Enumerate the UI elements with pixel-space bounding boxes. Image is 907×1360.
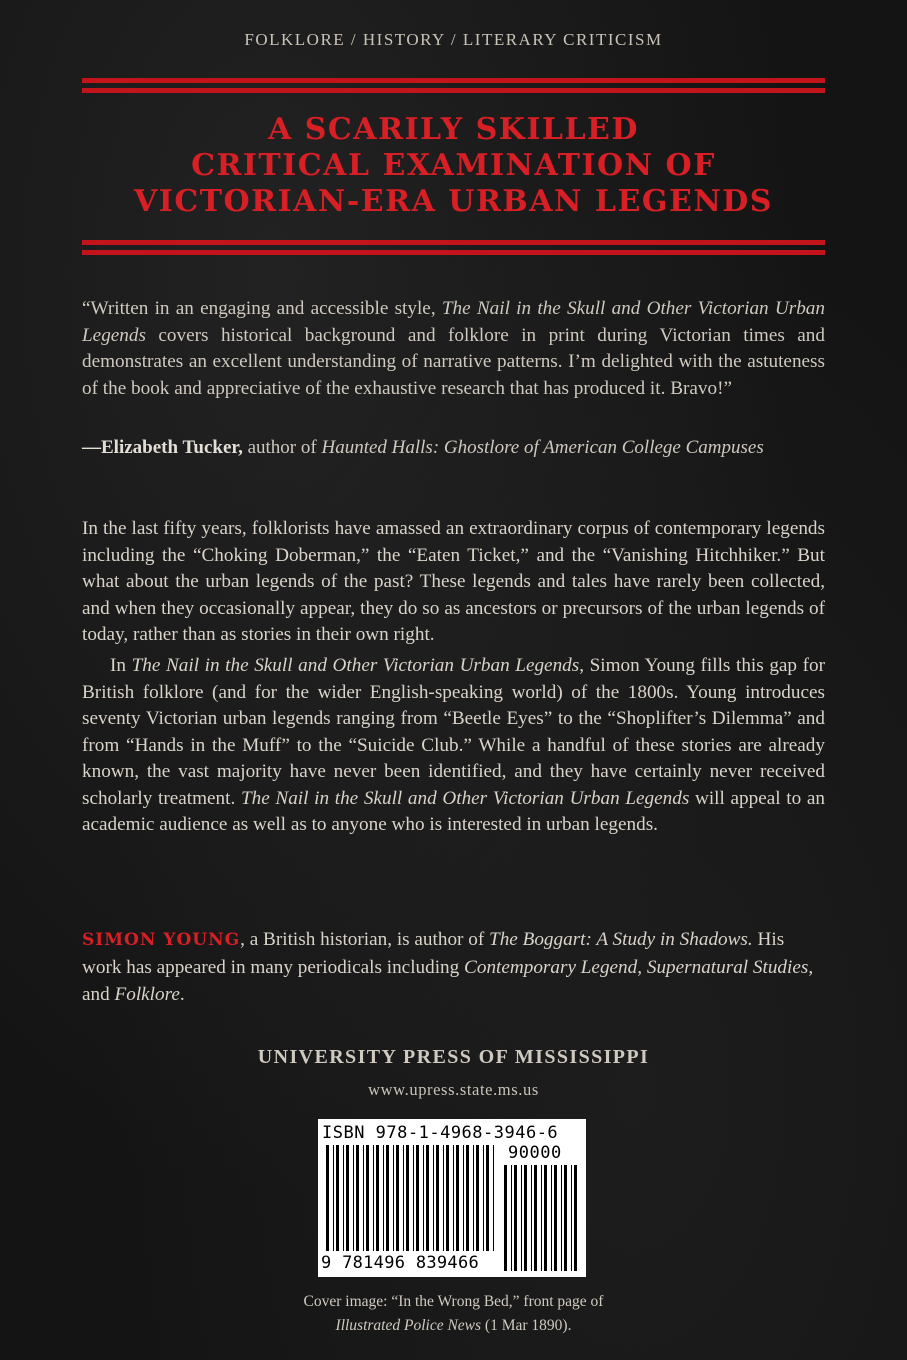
headline [60, 112, 847, 220]
attribution-mid: author of [242, 437, 322, 458]
p2-a: In [110, 655, 132, 676]
description-paragraph-2 [82, 653, 825, 839]
bio-d: , and [82, 957, 814, 1005]
addon-bars-icon [504, 1165, 580, 1271]
bio-c: , [637, 957, 647, 978]
bio-book: The Boggart: A Study in Shadows. [489, 929, 753, 950]
p2-title-2: The Nail in the Skull and Other Victorian Urban Legends [240, 787, 690, 809]
quote-book-title: The Nail in the Skull and Other Victorian Urban Legends [82, 298, 825, 346]
bio-periodical-3: Folklore [114, 984, 180, 1005]
barcode-bars-icon [326, 1145, 494, 1251]
bio-b: His work has appeared in many periodicals including [82, 929, 785, 978]
p2-c: will appeal to an academic audience as well as to anyone who is interested in urban legends. [82, 787, 825, 835]
top-rule-2 [82, 88, 825, 93]
bio-periodical-1: Contemporary Legend [464, 957, 638, 978]
headline-line-3: VICTORIAN-ERA URBAN LEGENDS [134, 184, 773, 219]
isbn-barcode [318, 1119, 586, 1277]
attribution-name: —Elizabeth Tucker, [82, 437, 243, 458]
bio-a: , a British historian, is author of [240, 929, 490, 950]
caption-line-1: Cover image: “In the Wrong Bed,” front page of [303, 1293, 604, 1310]
headline-line-2: CRITICAL EXAMINATION OF [191, 148, 716, 183]
quote-rest: covers historical background and folklore in print during Victorian times and demonstrates an excellent understanding of narrative patterns. I’m delighted with the astuteness of the book and appreciative of the exhaustive research that has produced it. Bravo!” [82, 324, 825, 399]
bottom-rule-1 [82, 240, 825, 245]
author-bio [82, 926, 825, 1008]
p2-b: , Simon Young fills this gap for British folklore (and for the wider English-speaking world) of the 1800s. Young introduces seventy Victorian urban legends ranging from “Beetle Eyes” to the “Shoplifter’s Dilemma” and from “Hands in the Muff” to the “Suicide Club.” While a handful of these stories are already known, the vast majority have never been identified, and they have certainly never received scholarly treatment. [82, 655, 825, 809]
publisher-website[interactable]: www.upress.state.ms.us [368, 1080, 539, 1099]
headline-line-1: A SCARILY SKILLED [268, 112, 639, 147]
addon-price-text: 90000 [508, 1143, 562, 1163]
author-name: SIMON YOUNG [82, 930, 241, 950]
attribution-book: Haunted Halls: Ghostlore of American College Campuses [321, 437, 764, 458]
blurb-quote [82, 296, 825, 402]
caption-date: (1 Mar 1890). [481, 1317, 572, 1334]
description-paragraph-1: In the last fifty years, folklorists have amassed an extraordinary corpus of contemporary legends including the “Choking Doberman,” the “Eaten Ticket,” and the “Vanishing Hitchhiker.” But what about the urban legends of the past? These legends and tales have rarely been collected, and when they occasionally appear, they do so as ancestors or precursors of the urban legends of today, rather than as stories in their own right. [82, 518, 825, 645]
caption-publication: Illustrated Police News [335, 1317, 482, 1334]
caption-line-2 [0, 1314, 907, 1338]
cover-image-caption [0, 1290, 907, 1338]
publisher-name: UNIVERSITY PRESS OF MISSISSIPPI [257, 1046, 650, 1068]
bottom-rule-2 [82, 250, 825, 255]
p2-title-1: The Nail in the Skull and Other Victorian Urban Legends [131, 655, 580, 676]
quote-open: “Written in an engaging and accessible style, [82, 298, 442, 319]
category-line: FOLKLORE / HISTORY / LITERARY CRITICISM [244, 30, 663, 49]
isbn-text: ISBN 978-1-4968-3946-6 [322, 1123, 559, 1143]
top-rule-1 [82, 78, 825, 83]
bio-periodical-2: Supernatural Studies [646, 957, 809, 978]
bio-e: . [179, 984, 185, 1005]
quote-attribution [82, 434, 825, 461]
ean-digits: 9 781496 839466 [321, 1253, 480, 1273]
